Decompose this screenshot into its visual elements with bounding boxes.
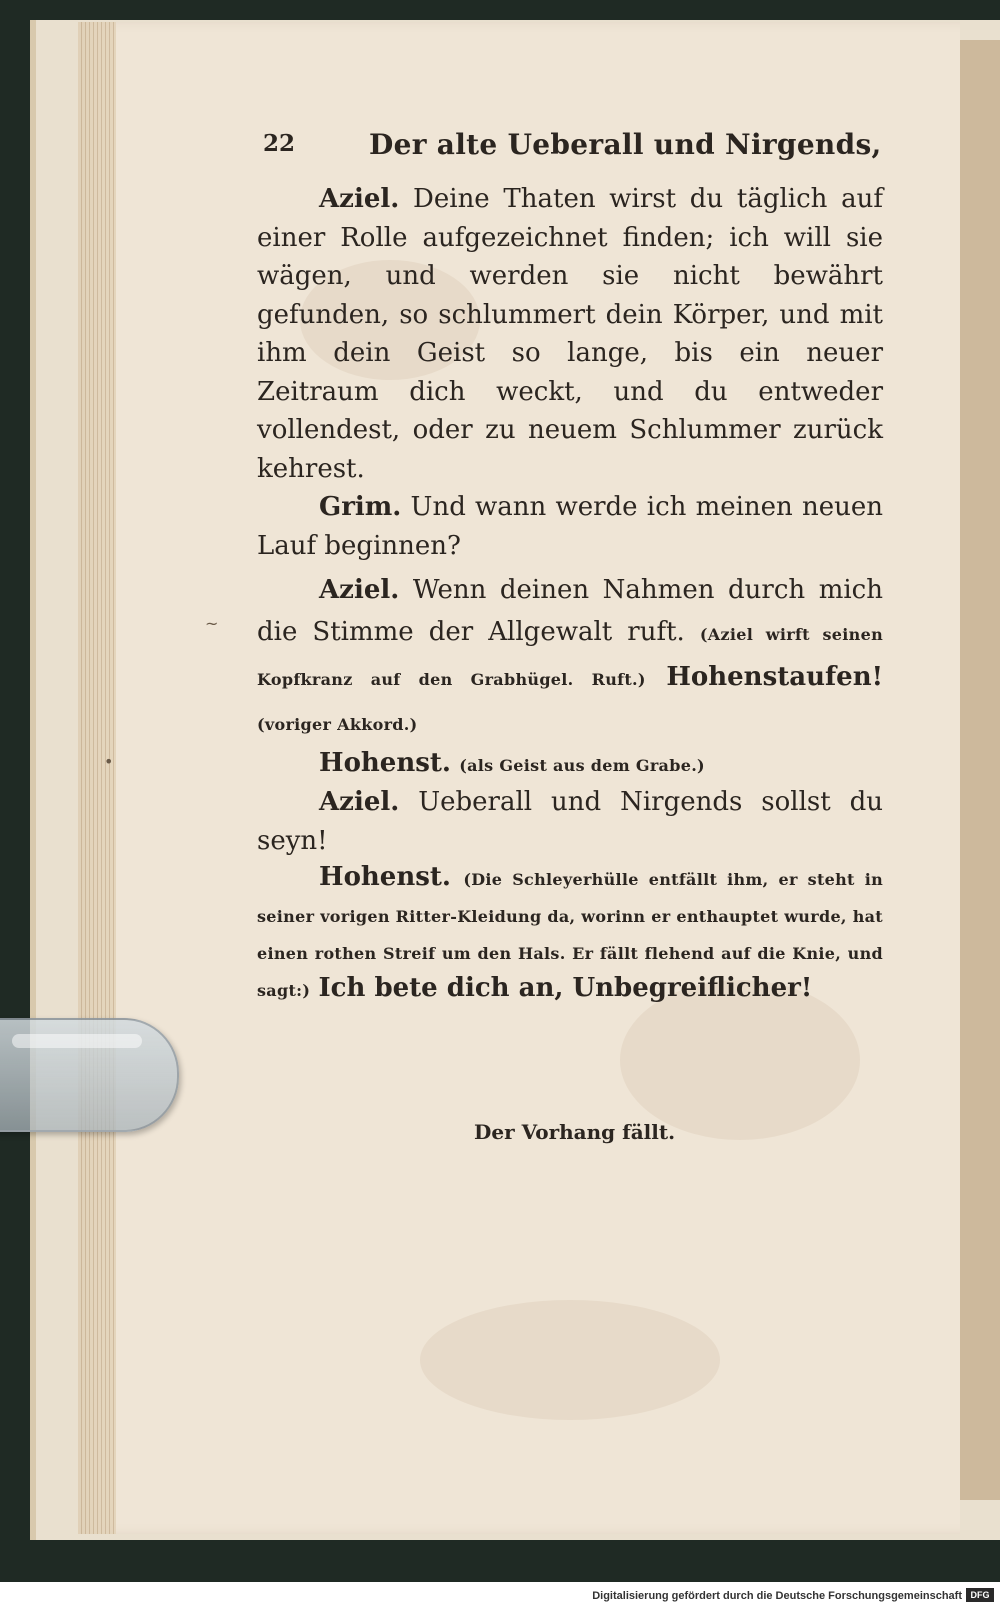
footer-strip <box>0 1582 1000 1606</box>
speech-text: Ich bete dich an, Unbegreiflicher! <box>318 973 813 1003</box>
running-head <box>257 120 883 168</box>
speaker-name: Aziel. <box>319 787 400 817</box>
speaker-name: Aziel. <box>319 184 400 214</box>
page-number: 22 <box>263 130 296 157</box>
footer-credit: Digitalisierung gefördert durch die Deutsche Forschungsgemeinschaft <box>592 1590 962 1602</box>
running-title: Der alte Ueberall und Nirgends, <box>369 128 882 161</box>
speaker-name: Aziel. <box>319 575 400 605</box>
speech-text: Und wann werde ich meinen neuen Lauf beginnen? <box>257 492 884 561</box>
speech-text: Ueberall und Nirgends sollst du seyn! <box>257 787 883 856</box>
speech-grim <box>257 488 883 565</box>
dfg-logo-icon: DFG <box>966 1588 994 1602</box>
speech-aziel-1 <box>257 180 883 488</box>
page-stack-edge <box>78 22 116 1534</box>
speech-aziel-3 <box>257 783 883 860</box>
speech-hohenst-1 <box>257 746 883 783</box>
speaker-name: Hohenst. <box>319 748 451 778</box>
speaker-name: Grim. <box>319 492 402 522</box>
speech-text: Wenn deinen Nahmen durch mich die Stimme der Allgewalt ruft. <box>257 575 883 647</box>
margin-dot: • <box>104 752 114 771</box>
speech-aziel-2 <box>257 569 883 746</box>
speaker-name: Hohenst. <box>319 862 451 892</box>
closing-line: Der Vorhang fällt. <box>474 1120 676 1144</box>
speech-hohenst-2 <box>257 860 883 1008</box>
exclamation: Hohenstaufen! <box>666 662 884 692</box>
text-block <box>257 120 883 1008</box>
page-clip-icon <box>0 1018 179 1132</box>
speech-text: Deine Thaten wirst du täglich auf einer Rolle aufgezeichnet finden; ich will sie wägen, und werden sie nicht bewährt gefunden, so schlummert dein Körper, und mit ihm dein Geist so lange, bis ein neuer Zeitraum dich weckt, und du entweder vollendest, oder zu neuem Schlummer zurück kehrest. <box>257 184 884 484</box>
margin-mark: ~ <box>205 614 219 633</box>
stage-direction: (Aziel wirft seinen Kopfkranz auf den Grabhügel. Ruft.) <box>257 625 884 689</box>
stage-direction: (voriger Akkord.) <box>257 715 418 734</box>
stage-direction: (Die Schleyerhülle entfällt ihm, er steht in seiner vorigen Ritter-Kleidung da, worinn er enthauptet wurde, hat einen rothen Streif um den Hals. Er fällt flehend auf die Knie, und sagt:) <box>257 870 884 1000</box>
stage-direction: (als Geist aus dem Grabe.) <box>459 756 705 775</box>
paper-stain <box>420 1300 720 1420</box>
